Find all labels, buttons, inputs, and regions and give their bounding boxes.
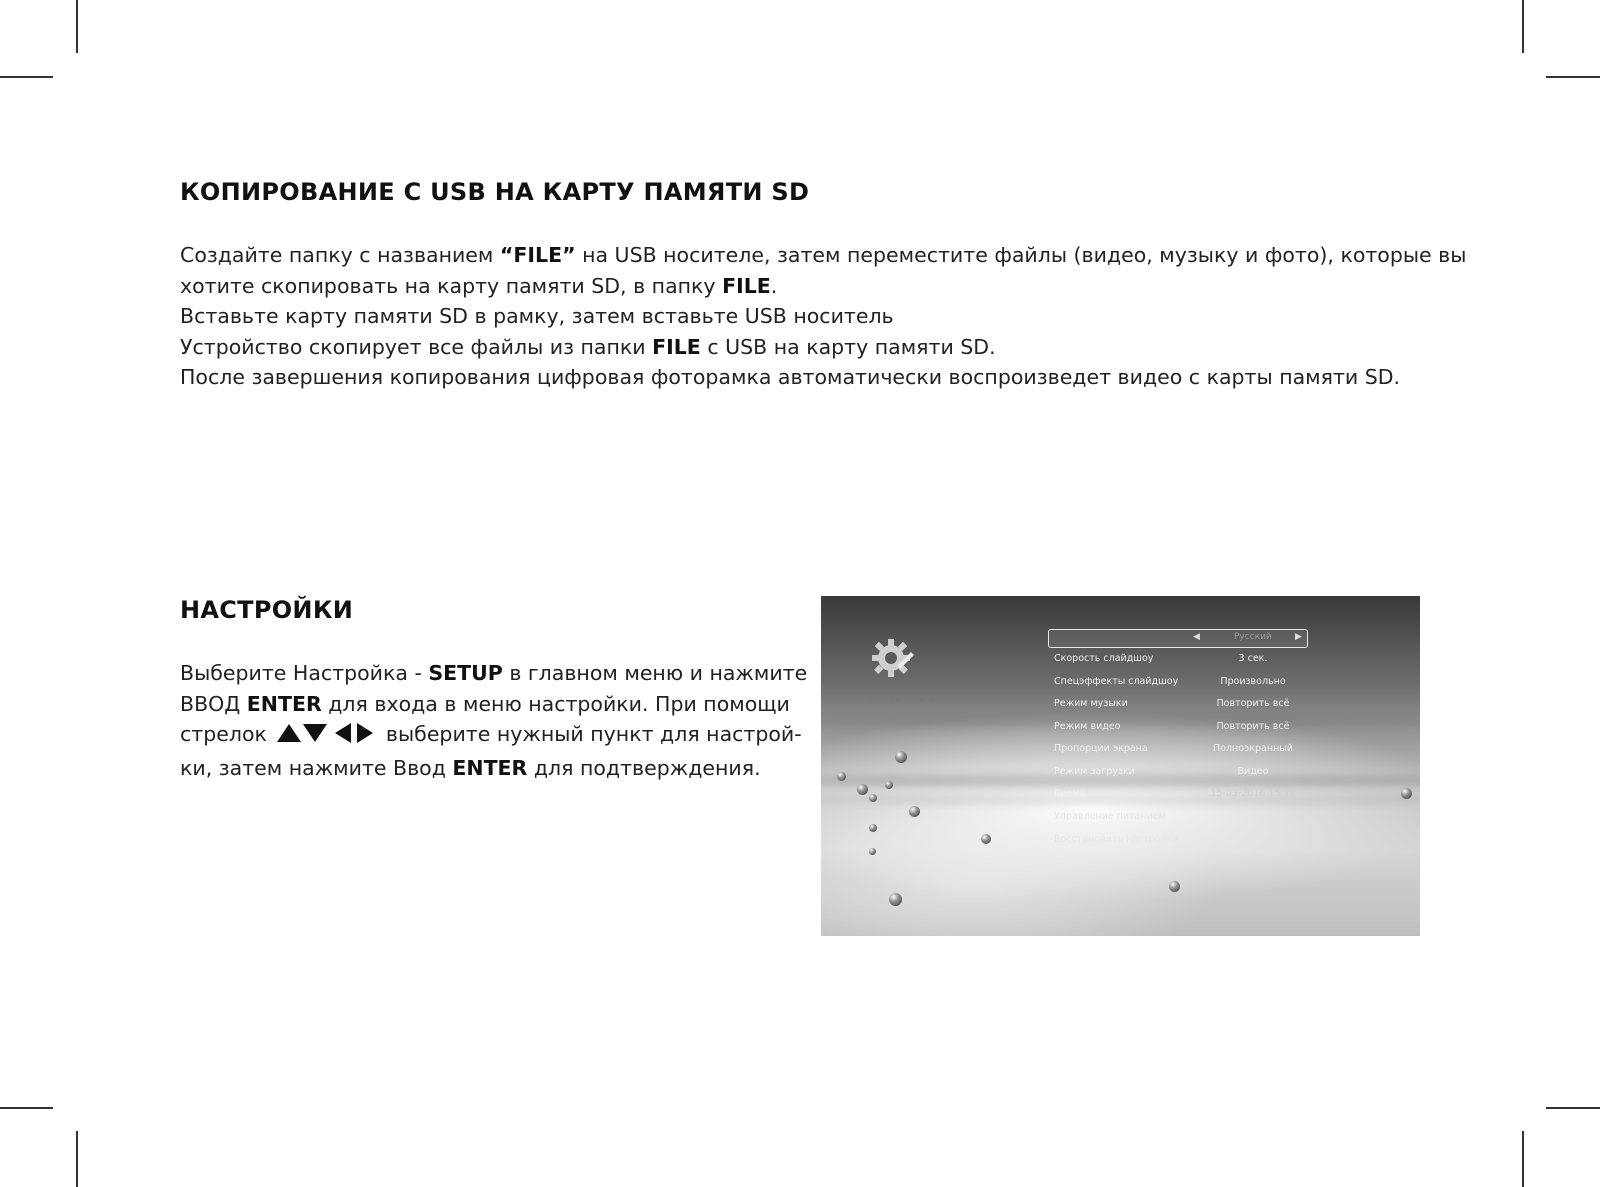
menu-item-value: Произвольно	[1220, 676, 1286, 687]
chevron-left-icon[interactable]: ◀	[1193, 632, 1200, 642]
bubble-decoration	[869, 824, 877, 832]
folder-name: “FILE”	[499, 243, 576, 267]
text-span: стрелок	[180, 722, 274, 746]
bubble-decoration	[869, 794, 877, 802]
section-title-copy: КОПИРОВАНИЕ С USB НА КАРТУ ПАМЯТИ SD	[180, 178, 810, 206]
crop-mark	[1522, 1131, 1524, 1187]
text-span: Выберите Настройка -	[180, 661, 429, 685]
bubble-decoration	[909, 806, 920, 817]
key-enter: ENTER	[246, 691, 322, 716]
menu-item-value: Повторить всё	[1216, 698, 1290, 709]
arrow-keys-icon	[275, 722, 377, 753]
menu-item-label: Скорость слайдшоу	[1054, 653, 1154, 664]
bubble-decoration	[885, 781, 893, 789]
settings-screenshot	[821, 596, 1420, 936]
section-title-settings: НАСТРОЙКИ	[180, 596, 354, 624]
menu-item-time[interactable]	[1054, 788, 1314, 808]
folder-name: FILE	[722, 273, 771, 298]
language-selector[interactable]	[1048, 629, 1308, 648]
text-span: ВВОД	[180, 691, 247, 716]
menu-item-value: 15-03-2016 15:18	[1210, 788, 1296, 799]
menu-item-slideshow-speed[interactable]	[1054, 653, 1314, 673]
text-span: выберите нужный пункт для настрой-	[379, 722, 802, 746]
bubble-decoration	[1169, 881, 1180, 892]
text-line	[180, 719, 807, 753]
menu-item-restore-settings[interactable]	[1054, 834, 1314, 854]
menu-item-label: Режим музыки	[1054, 698, 1128, 709]
settings-gear-icon	[871, 636, 915, 680]
chevron-right-icon[interactable]: ▶	[1295, 632, 1302, 642]
menu-item-boot-mode[interactable]	[1054, 766, 1314, 786]
key-setup: SETUP	[428, 661, 503, 685]
text-span: Устройство скопирует все файлы из папки	[180, 334, 653, 359]
text-span: Создайте папку с названием	[180, 243, 500, 267]
text-span: с USB на карту памяти SD.	[700, 334, 996, 359]
bubble-decoration	[889, 893, 902, 906]
text-span: .	[770, 273, 778, 298]
menu-item-video-mode[interactable]	[1054, 721, 1314, 741]
settings-instructions	[180, 658, 807, 783]
text-span: на USB носителе, затем переместите файлы (видео, музыку и фото), которые вы	[575, 243, 1467, 267]
copy-instructions	[180, 240, 1466, 393]
crop-mark	[0, 76, 53, 78]
bubble-decoration	[1401, 788, 1412, 799]
bubble-decoration	[837, 772, 846, 781]
menu-item-value: 3 сек.	[1238, 653, 1268, 664]
crop-mark	[1522, 0, 1524, 53]
text-span: для входа в меню настройки. При помощи	[321, 691, 790, 716]
text-span: в главном меню и нажмите	[502, 661, 808, 685]
menu-item-value: Полноэкранный	[1213, 743, 1293, 754]
menu-item-label: Режим загрузки	[1054, 766, 1135, 777]
text-span: для подтверждения.	[527, 755, 761, 780]
menu-item-label: Управление питанием	[1054, 811, 1166, 822]
text-line: Вставьте карту памяти SD в рамку, затем вставьте USB носитель	[180, 304, 894, 328]
menu-item-label: Режим видео	[1054, 721, 1121, 732]
folder-name: FILE	[652, 334, 701, 359]
bubble-decoration	[895, 751, 907, 763]
menu-item-label: Спецэффекты слайдшоу	[1054, 676, 1179, 687]
text-span: хотите скопировать на карту памяти SD, в папку	[180, 273, 723, 298]
menu-item-label: Восстановить настройки	[1054, 834, 1179, 845]
bubble-decoration	[869, 848, 876, 855]
menu-item-value: Повторить всё	[1216, 721, 1290, 732]
bubble-decoration	[857, 784, 868, 795]
text-line	[180, 271, 1466, 302]
bubble-decoration	[981, 834, 991, 844]
text-line	[180, 332, 1466, 363]
crop-mark	[0, 1107, 53, 1109]
text-span: ки, затем нажмите Ввод	[180, 755, 453, 780]
crop-mark	[1546, 1107, 1600, 1109]
menu-item-label: Время	[1054, 788, 1086, 799]
text-line	[180, 658, 807, 689]
menu-item-aspect-ratio[interactable]	[1054, 743, 1314, 763]
crop-mark	[1546, 76, 1600, 78]
key-enter: ENTER	[452, 755, 528, 780]
model-label: MD10D-072-R	[867, 694, 936, 704]
menu-item-label: Пропорции экрана	[1054, 743, 1148, 754]
menu-item-music-mode[interactable]	[1054, 698, 1314, 718]
language-value: Русский	[1234, 632, 1272, 642]
menu-item-value: Видео	[1237, 766, 1269, 777]
menu-item-power-management[interactable]	[1054, 811, 1314, 831]
menu-item-slideshow-effects[interactable]	[1054, 676, 1314, 696]
crop-mark	[76, 1131, 78, 1187]
text-line	[180, 240, 1466, 271]
text-line	[180, 753, 807, 784]
text-line	[180, 689, 807, 720]
text-line: После завершения копирования цифровая фоторамка автоматически воспроизведет видео с карты памяти SD.	[180, 365, 1401, 389]
crop-mark	[76, 0, 78, 53]
